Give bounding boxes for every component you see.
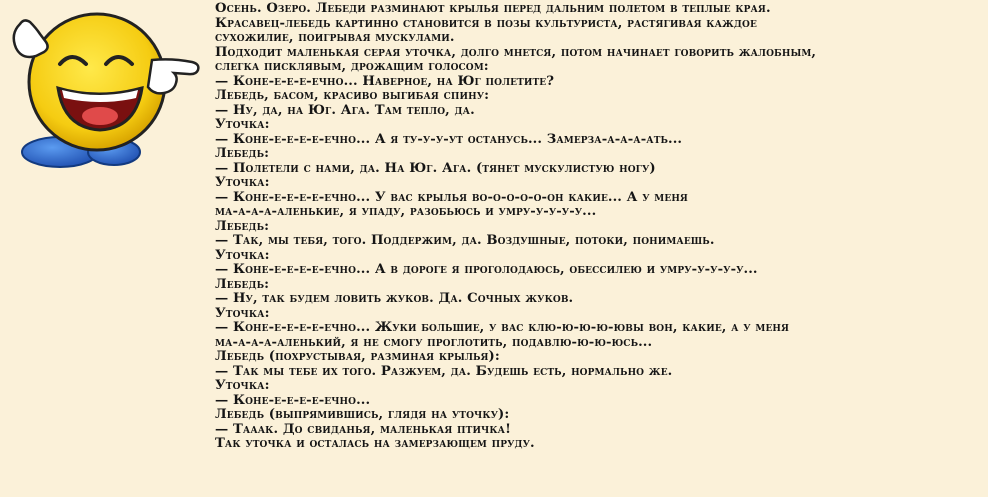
joke-line: слегка писклявым, дрожащим голосом: xyxy=(215,59,489,74)
joke-line: — Коне-е-е-е-е-ечно... А я ту-у-у-ут останусь... Замерза-а-а-а-ать... xyxy=(215,131,683,147)
joke-line: Подходит маленькая серая уточка, долго мнется, потом начинает говорить жалобным, xyxy=(215,44,817,60)
joke-line: Уточка: xyxy=(215,117,270,132)
joke-line: — Тааак. До свиданья, маленькая птичка! xyxy=(215,421,511,437)
joke-line: — Коне-е-е-е-е-ечно... Жуки большие, у вас клю-ю-ю-ю-ювы вон, какие, а у меня xyxy=(215,320,790,335)
joke-line: — Так мы тебе их того. Разжуем, да. Будешь есть, нормально же. xyxy=(215,363,673,379)
joke-line: — Ну, так будем ловить жуков. Да. Сочных жуков. xyxy=(215,291,574,306)
joke-line: Так уточка и осталась на замерзающем пруду. xyxy=(215,436,535,451)
joke-line: Уточка: xyxy=(215,305,270,321)
joke-line: Осень. Озеро. Лебеди разминают крылья перед дальним полетом в теплые края. xyxy=(215,1,771,16)
joke-line: — Коне-е-е-е-е-ечно... А в дороге я проголодаюсь, обессилею и умру-у-у-у-у... xyxy=(215,262,758,277)
joke-line: Красавец-лебедь картинно становится в позы культуриста, растягивая каждое xyxy=(215,15,757,31)
joke-line: Уточка: xyxy=(215,378,270,393)
joke-line: Уточка: xyxy=(215,175,270,190)
joke-line: Лебедь: xyxy=(215,218,270,234)
joke-line: Лебедь (выпрямившись, глядя на уточку): xyxy=(215,407,510,422)
joke-line: — Коне-е-е-е-ечно... Наверное, на Юг полетите? xyxy=(215,73,555,89)
laughing-emoji-pointing-icon xyxy=(2,2,206,172)
joke-line: сухожилие, поигрывая мускулами. xyxy=(215,30,455,45)
joke-line: Лебедь (похрустывая, разминая крылья): xyxy=(215,349,500,364)
joke-line: — Ну, да, на Юг. Ага. Там тепло, да. xyxy=(215,102,475,118)
joke-line: — Полетели с нами, да. На Юг. Ага. (тянет мускулистую ногу) xyxy=(215,160,656,176)
joke-line: Лебедь, басом, красиво выгибая спину: xyxy=(215,88,490,103)
joke-line: ма-а-а-а-аленькие, я упаду, разобьюсь и умру-у-у-у-у... xyxy=(215,204,597,219)
joke-line: — Так, мы тебя, того. Поддержим, да. Воздушные, потоки, понимаешь. xyxy=(215,233,715,248)
joke-line: Лебедь: xyxy=(215,146,270,161)
joke-line: — Коне-е-е-е-е-ечно... У вас крылья во-о-о-о-о-он какие... А у меня xyxy=(215,189,688,205)
joke-line: Уточка: xyxy=(215,247,270,263)
joke-text xyxy=(215,2,985,452)
joke-line: ма-а-а-а-аленький, я не смогу проглотить, подавлю-ю-ю-юсь... xyxy=(215,334,653,350)
joke-line: Лебедь: xyxy=(215,276,270,292)
joke-line: — Коне-е-е-е-е-ечно... xyxy=(215,392,371,408)
